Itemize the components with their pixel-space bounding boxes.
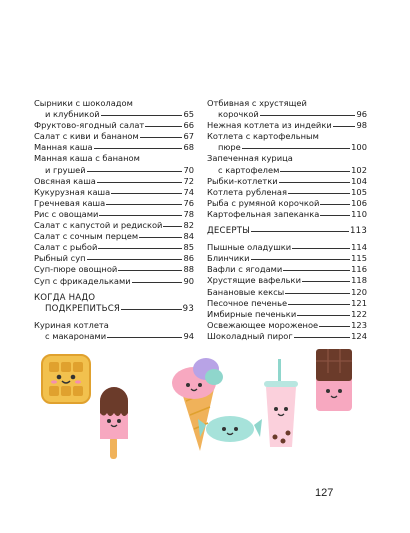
toc-entry-title: Суп с фрикадельками [34,275,131,286]
toc-entry-title: Куриная котлета [34,319,109,330]
toc-entry-title: Песочное печенье [207,297,288,308]
bubble-tea-icon [264,359,298,447]
toc-page-number: 85 [183,242,194,253]
toc-page-number: 100 [351,142,367,153]
toc-page-number: 106 [351,197,367,208]
toc-leader [333,126,356,127]
toc-entry-title: и грушей [45,164,86,175]
toc-section-heading [207,226,367,237]
toc-leader [294,337,350,338]
toc-entry-title: Рыба с румяной корочкой [207,197,320,208]
toc-entry-title: КОГДА НАДО [34,292,96,303]
toc-page-number: 94 [183,330,194,341]
toc-entry-title: Салат с рыбой [34,242,98,253]
toc-entry [207,298,367,309]
toc-entry [207,275,367,286]
toc-entry [34,153,194,175]
toc-entry [34,242,194,253]
toc-entry [34,231,194,242]
toc-page-number: 118 [351,275,367,286]
toc-leader [251,231,349,232]
toc-entry-title: Нежная котлета из индейки [207,120,332,131]
toc-leader [251,259,351,260]
toc-entry-title: корочкой [218,109,259,120]
toc-entry-title: Отбивная с хрустящей [207,98,307,108]
toc-entry-title: Вафли с ягодами [207,264,283,275]
popsicle-icon [100,387,128,459]
toc-page-number: 76 [183,197,194,208]
toc-page-number: 122 [351,308,367,319]
toc-leader [279,182,351,183]
toc-leader [292,248,350,249]
toc-entry-title: Банановые кексы [207,286,285,297]
toc-leader [288,304,350,305]
toc-entry-title: Картофельная запеканка [207,208,320,219]
toc-entry-title: Шоколадный пирог [207,330,293,341]
toc-section-heading [34,293,194,315]
toc-entry-title: Сырники с шоколадом [34,98,133,108]
toc-leader [132,282,183,283]
toc-entry-title: Манная каша [34,142,93,153]
toc-entry [207,153,367,175]
toc-entry [207,253,367,264]
toc-leader [99,215,182,216]
toc-leader [320,215,350,216]
toc-entry [34,142,194,153]
toc-entry [207,176,367,187]
toc-page-number: 115 [351,253,367,264]
toc-leader [94,148,183,149]
toc-page-number: 124 [351,330,367,341]
toc-page-number: 88 [183,264,194,275]
toc-entry [207,98,367,120]
toc-page-number: 72 [183,175,194,186]
toc-page-number: 102 [351,164,367,175]
toc-page-number: 67 [183,131,194,142]
toc-page-number: 116 [351,264,367,275]
toc-page-number: 68 [183,142,194,153]
toc-page-number: 84 [183,231,194,242]
toc-entry [34,131,194,142]
toc-leader [139,237,182,238]
toc-entry-title: Гречневая каша [34,197,106,208]
toc-entry-title: Имбирные печеньки [207,308,297,319]
toc-entry-title: ДЕСЕРТЫ [207,226,250,237]
toc-leader [98,248,182,249]
toc-entry-title: Рис с овощами [34,208,99,219]
toc-leader [288,193,350,194]
toc-leader [121,309,182,310]
toc-entry [207,287,367,298]
toc-page-number: 114 [351,242,367,253]
toc-entry [207,331,367,342]
toc-entry-title: Фруктово-ягодный салат [34,120,145,131]
toc-column-left [34,98,194,342]
dessert-illustrations [40,345,370,470]
page-number: 127 [315,487,334,499]
toc-entry [34,120,194,131]
chocolate-bar-icon [316,349,352,411]
toc-entry [207,120,367,131]
toc-leader [283,270,350,271]
toc-page-number: 121 [351,297,367,308]
toc-leader [320,204,350,205]
toc-entry-title: Запеченная курица [207,153,293,164]
toc-entry [34,264,194,275]
waffle-icon [42,355,90,403]
toc-leader [107,337,182,338]
toc-entry [34,320,194,342]
toc-page-number: 66 [183,120,194,131]
toc-entry-title: Пышные оладушки [207,242,292,253]
toc-entry-title: Котлета с картофельным [207,131,319,142]
toc-entry-title: Освежающее мороженое [207,319,319,330]
toc-entry [207,209,367,220]
toc-entry [34,253,194,264]
toc-leader [101,115,183,116]
toc-entry-title: Рыбки-котлетки [207,175,278,186]
toc-leader [106,204,182,205]
toc-page-number: 120 [351,286,367,297]
toc-page-number: 123 [351,319,367,330]
toc-entry-title: Овсяная каша [34,175,96,186]
toc-leader [260,115,356,116]
toc-entry [207,131,367,153]
toc-entry-title: и клубникой [45,109,100,120]
toc-entry [207,320,367,331]
toc-entry-title: с картофелем [218,164,280,175]
toc-entry-title: Манная каша с бананом [34,153,140,164]
toc-entry [207,264,367,275]
toc-column-right [207,98,367,342]
toc-entry [207,187,367,198]
toc-leader [285,293,350,294]
toc-entry [34,198,194,209]
toc-page-number: 105 [351,186,367,197]
toc-entry [207,198,367,209]
toc-entry-title: ПОДКРЕПИТЬСЯ [45,303,121,314]
toc-page-number: 86 [183,253,194,264]
toc-entry-title: Салат с киви и бананом [34,131,139,142]
toc-entry [34,209,194,220]
toc-entry [34,176,194,187]
toc-leader [297,315,350,316]
toc-page-number: 82 [183,220,194,231]
toc-page-number: 104 [351,175,367,186]
toc-entry [34,187,194,198]
toc-page-number: 98 [356,120,367,131]
toc-entry-title: с макаронами [45,330,107,341]
candy-icon [198,416,262,442]
toc-entry-title: пюре [218,142,241,153]
toc-leader [242,148,350,149]
toc-entry-title: Салат с сочным перцем [34,231,139,242]
toc-page-number: 90 [183,275,194,286]
toc-page-number: 78 [183,208,194,219]
toc-leader [163,226,182,227]
toc-entry [34,98,194,120]
toc-entry [34,276,194,287]
toc-leader [302,281,350,282]
toc-leader [97,182,183,183]
toc-entry-title: Рыбный суп [34,253,86,264]
toc-leader [87,171,183,172]
toc-page-number: 74 [183,186,194,197]
toc-entry-title: Блинчики [207,253,250,264]
toc-entry [207,309,367,320]
toc-leader [280,171,350,172]
toc-leader [319,326,350,327]
toc-leader [145,126,182,127]
toc-page-number: 96 [356,109,367,120]
toc-page-number: 113 [349,226,367,237]
toc-page-number: 93 [182,303,194,314]
toc-page-number: 70 [183,164,194,175]
toc-entry-title: Суп-пюре овощной [34,264,118,275]
toc-page-number: 110 [351,208,367,219]
toc-entry-title: Кукурузная каша [34,186,111,197]
toc-leader [118,270,182,271]
toc-entry-title: Салат с капустой и редиской [34,220,163,231]
toc-entry [34,220,194,231]
toc-entry-title: Котлета рубленая [207,186,287,197]
toc-page-number: 65 [183,109,194,120]
toc-leader [111,193,182,194]
toc-entry-title: Хрустящие вафельки [207,275,301,286]
toc-entry [207,242,367,253]
toc-leader [87,259,183,260]
toc-leader [140,137,183,138]
